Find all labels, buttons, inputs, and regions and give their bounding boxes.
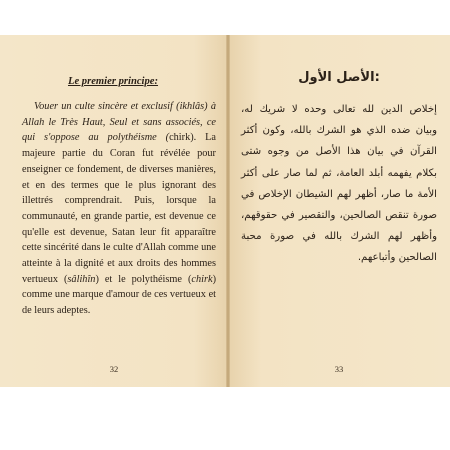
- book-gutter: [226, 35, 230, 387]
- french-text-segment: ) et le polythéisme (: [95, 273, 192, 285]
- french-term: chirk: [169, 132, 191, 144]
- page-number-right: 33: [334, 364, 344, 374]
- french-term: ikhlâs: [179, 101, 205, 112]
- arabic-paragraph: إخلاص الدين لله تعالى وحده لا شريك له، وبيان ضده الذي هو الشرك بالله، وكون أكثر القرآن في بيان هذا الأصل من وجوه شتى بكلام يفهمه أبلد العامة، ثم لما صار على أكثر الأمة ما صار، أظهر لهم الشيطان الإخلاص في صورة تنقص الصالحين، والتقصير في حقوقهم، وأظهر لهم الشرك بالله في صورة محبة الصالحين وأتباعهم.: [241, 104, 437, 264]
- french-term: chirk: [191, 273, 213, 285]
- left-page: [0, 35, 228, 387]
- french-term: sâlihîn: [67, 273, 96, 285]
- page-number-left: 32: [109, 364, 119, 374]
- french-text-segment: ). La majeure partie du Coran fut révélée pour enseigner ce fondement, de diverses manières, et en des termes que le plus ignorant des illettrés comprendrait. Puis, lorsque la communauté, en grande partie, est devenue ce qu'elle est devenue, Satan leur fit apparaître cette sincérité dans le culte d'Allah comme une atteinte à la dignité et aux droits des hommes vertueux (: [22, 132, 216, 285]
- arabic-heading: الأصل الأول:: [298, 70, 380, 85]
- right-page: [228, 35, 450, 387]
- french-text-segment: ) à Allah le Très Haut, Seul et sans associés, ce qui s'oppose au polythéisme (: [22, 101, 217, 144]
- french-paragraph: [22, 99, 216, 319]
- french-text-segment: ) comme une marque d'amour de ces vertueux et de leurs adeptes.: [22, 273, 216, 317]
- french-text-segment: Vouer un culte sincère et exclusif (: [34, 101, 180, 112]
- french-heading: Le premier principe:: [67, 76, 159, 87]
